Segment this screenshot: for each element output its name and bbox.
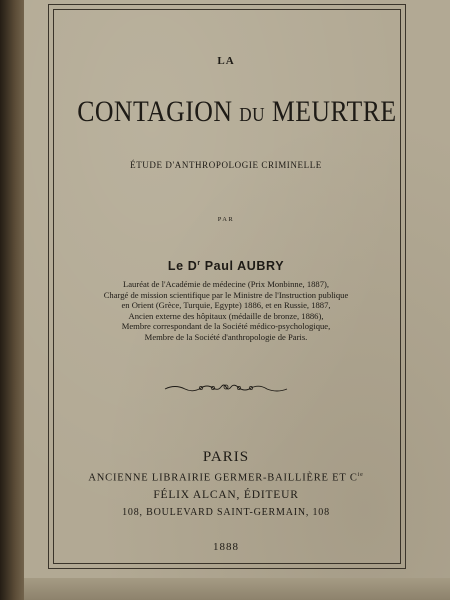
credential-line: en Orient (Grèce, Turquie, Egypte) 1886, et en Russie, 1887, [121,300,331,310]
main-title [77,95,397,129]
credential-line: Lauréat de l'Académie de médecine (Prix Monbinne, 1887), [122,279,330,289]
title-article: LA [217,55,235,67]
credential-line: Ancien externe des hôpitaux (médaille de bronze, 1886), [128,310,324,321]
publisher-address: 108, BOULEVARD SAINT-GERMAIN, 108 [122,507,330,518]
author-credentials [53,279,399,342]
credential-line: Membre correspondant de la Société médico-psychologique, [121,321,331,331]
publisher-library [53,472,399,484]
credential-line: Chargé de mission scientifique par le Ministre de l'Instruction publique [103,289,349,300]
title-page-content [53,9,399,562]
publication-year: 1888 [213,541,239,553]
title-word-du: DU [239,104,265,126]
library-name: ANCIENNE LIBRAIRIE GERMER-BAILLIÈRE ET C [88,472,358,484]
author-prefix-superscript: r [197,259,201,267]
subtitle: ÉTUDE D'ANTHROPOLOGIE CRIMINELLE [130,160,322,170]
publisher-editor: FÉLIX ALCAN, ÉDITEUR [153,489,299,501]
ornamental-divider-icon [163,381,289,395]
by-line: PAR [217,216,235,223]
author-prefix: Le D [167,259,198,273]
page-bottom-edge [24,578,450,600]
library-superscript: ie [357,472,364,478]
title-word-contagion: CONTAGION [77,95,233,128]
author-name [53,259,399,273]
publication-city: PARIS [202,449,250,465]
credential-line: Membre de la Société d'anthropologie de Paris. [144,331,308,342]
title-word-meurtre: MEURTRE [271,95,397,128]
author-full-name: Paul AUBRY [204,259,285,273]
